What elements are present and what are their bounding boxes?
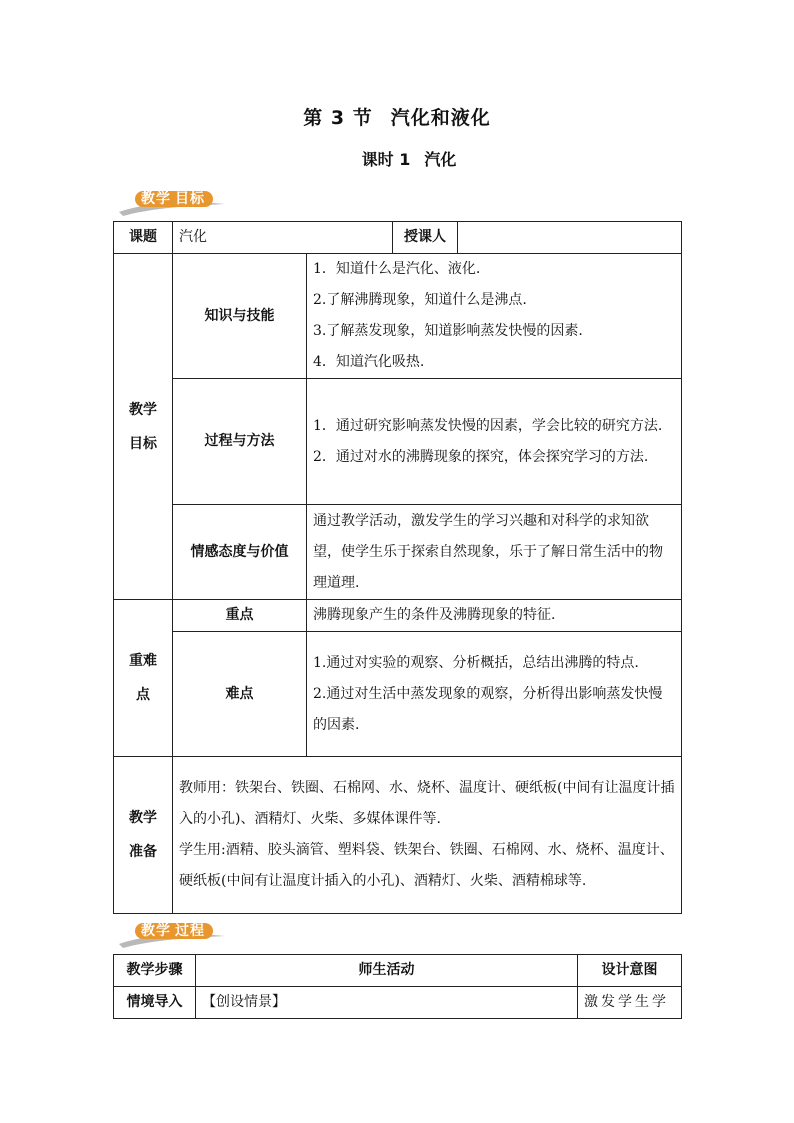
title-name: 汽化和液化 — [390, 107, 491, 129]
page-subtitle — [0, 147, 794, 170]
banner-part1: 教学 — [135, 191, 173, 207]
knowledge-label: 知识与技能 — [173, 254, 307, 379]
difficulty-item: 1.通过对实验的观察、分析概括，总结出沸腾的特点. — [313, 654, 639, 671]
subtitle-lesson: 课时 1 — [361, 150, 411, 169]
focus-text: 沸腾现象产生的条件及沸腾现象的特征. — [307, 600, 682, 632]
row-intent: 激发学生学 — [578, 987, 682, 1019]
knowledge-item: 3.了解蒸发现象，知道影响蒸发快慢的因素. — [313, 323, 583, 339]
difficulty-cell — [307, 632, 682, 757]
banner-part1: 教学 — [135, 923, 173, 939]
prep-cell — [173, 757, 682, 914]
header-step: 教学步骤 — [114, 955, 196, 987]
section-banner-goals — [117, 186, 227, 216]
emotion-label: 情感态度与价值 — [173, 505, 307, 600]
difficulty-label: 难点 — [173, 632, 307, 757]
process-item: 1．通过研究影响蒸发快慢的因素，学会比较的研究方法. — [313, 417, 663, 434]
key-label — [114, 600, 173, 757]
prep-teacher: 教师用：铁架台、铁圈、石棉网、水、烧杯、温度计、硬纸板(中间有让温度计插入的小孔)、酒精灯、火柴、多媒体课件等. — [179, 780, 675, 827]
goals-label — [114, 254, 173, 600]
prep-label-line1: 教学 — [129, 810, 157, 826]
key-label-line1: 重难 — [129, 653, 157, 669]
goals-label-line2: 目标 — [129, 435, 157, 452]
knowledge-item: 1．知道什么是汽化、液化. — [313, 261, 481, 277]
goals-label-line1: 教学 — [129, 401, 157, 418]
focus-label: 重点 — [173, 600, 307, 632]
teacher-value — [458, 222, 682, 254]
header-intent: 设计意图 — [578, 955, 682, 987]
process-table — [113, 954, 682, 1019]
process-cell — [307, 379, 682, 505]
key-label-line2: 点 — [136, 687, 150, 703]
knowledge-item: 4．知道汽化吸热. — [313, 354, 425, 370]
teacher-label: 授课人 — [393, 222, 458, 254]
prep-label-line2: 准备 — [129, 844, 157, 860]
header-activity: 师生活动 — [196, 955, 578, 987]
page-title — [0, 103, 794, 130]
process-label: 过程与方法 — [173, 379, 307, 505]
prep-label — [114, 757, 173, 914]
section-banner-process — [117, 918, 227, 948]
emotion-text: 通过教学活动，激发学生的学习兴趣和对科学的求知欲望，使学生乐于探索自然现象，乐于了解日常生活中的物理道理. — [307, 505, 682, 600]
difficulty-item: 2.通过对生活中蒸发现象的观察，分析得出影响蒸发快慢的因素. — [313, 685, 663, 733]
prep-student: 学生用:酒精、胶头滴管、塑料袋、铁架台、铁圈、石棉网、水、烧杯、温度计、硬纸板(中间有让温度计插入的小孔)、酒精灯、火柴、酒精棉球等. — [179, 842, 674, 889]
knowledge-item: 2.了解沸腾现象，知道什么是沸点. — [313, 292, 527, 308]
process-item: 2．通过对水的沸腾现象的探究，体会探究学习的方法. — [313, 448, 649, 465]
goals-table — [113, 221, 682, 914]
knowledge-cell — [307, 254, 682, 379]
row-step: 情境导入 — [114, 987, 196, 1019]
subtitle-name: 汽化 — [424, 150, 457, 169]
row-activity: 【创设情景】 — [196, 987, 578, 1019]
topic-value: 汽化 — [173, 222, 393, 254]
topic-label: 课题 — [114, 222, 173, 254]
banner-part2: 过程 — [173, 923, 213, 939]
banner-part2: 目标 — [173, 191, 213, 207]
title-section: 第 3 节 — [303, 107, 373, 129]
